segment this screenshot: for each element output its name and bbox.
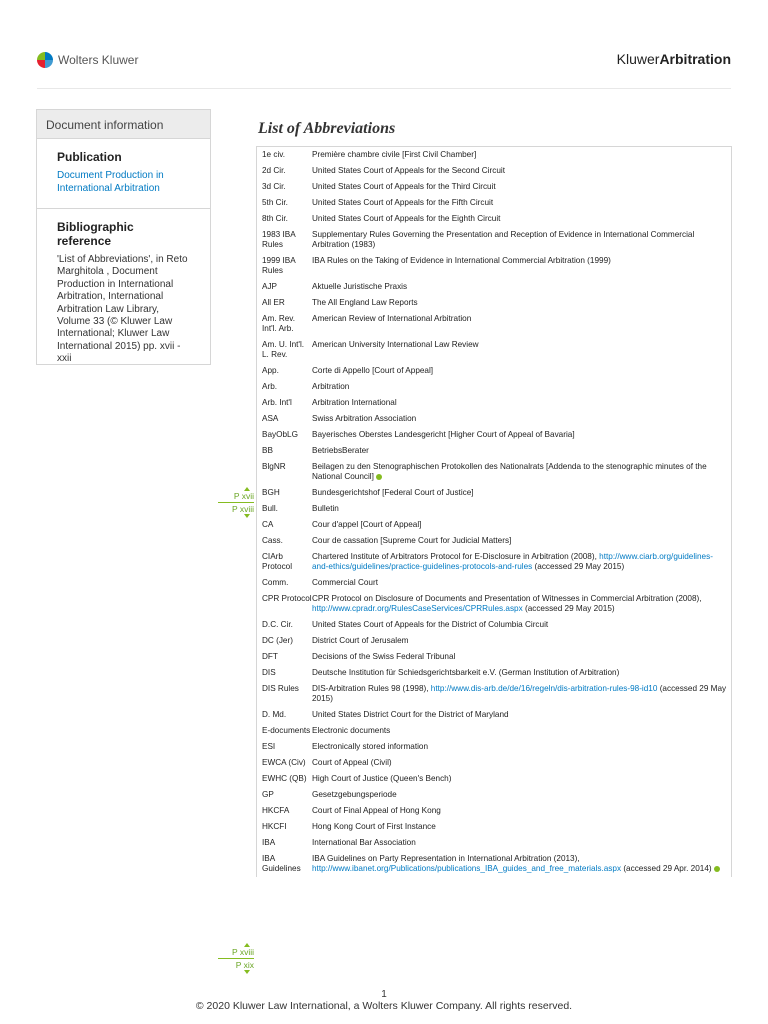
abbreviation-term: Arb. Int'l — [262, 398, 292, 407]
table-row — [257, 617, 731, 633]
page-marker-next: P xix — [235, 960, 254, 970]
document-info-title: Document information — [37, 110, 210, 139]
table-row — [257, 501, 731, 517]
abbreviation-definition — [312, 758, 727, 768]
table-row — [257, 179, 731, 195]
header-divider — [37, 88, 731, 89]
definition-note: (accessed 29 May 2015) — [532, 562, 625, 571]
definition-text: United States Court of Appeals for the Third Circuit — [312, 182, 496, 191]
abbreviation-definition — [312, 182, 727, 192]
definition-text: Corte di Appello [Court of Appeal] — [312, 366, 434, 375]
table-row — [257, 787, 731, 803]
abbreviation-definition — [312, 282, 727, 292]
product-name-bold: Arbitration — [659, 51, 731, 67]
document-info-panel — [36, 109, 211, 365]
abbreviation-definition — [312, 150, 727, 160]
abbreviation-term: 1999 IBA Rules — [262, 256, 296, 275]
table-row — [257, 459, 731, 485]
abbreviation-definition — [312, 742, 727, 752]
page-marker-line — [218, 502, 254, 503]
table-row — [257, 485, 731, 501]
definition-text: Commercial Court — [312, 578, 378, 587]
publication-section — [37, 139, 210, 195]
table-row — [257, 517, 731, 533]
definition-text: International Bar Association — [312, 838, 416, 847]
abbreviation-definition — [312, 684, 727, 704]
abbreviation-definition — [312, 652, 727, 662]
definition-text: Electronic documents — [312, 726, 391, 735]
abbreviation-term: BayObLG — [262, 430, 298, 439]
table-row — [257, 211, 731, 227]
definition-text: Bulletin — [312, 504, 339, 513]
table-row — [257, 147, 731, 163]
abbreviation-definition — [312, 314, 727, 334]
page-break-dot-icon — [376, 474, 382, 480]
definition-text: Chartered Institute of Arbitrators Protocol for E-Disclosure in Arbitration (2008), — [312, 552, 597, 561]
definition-text: Bayerisches Oberstes Landesgericht [Higher Court of Appeal of Bavaria] — [312, 430, 575, 439]
table-row — [257, 279, 731, 295]
abbreviation-definition — [312, 620, 727, 630]
table-row — [257, 379, 731, 395]
abbreviation-definition — [312, 340, 727, 360]
definition-text: Première chambre civile [First Civil Chamber] — [312, 150, 477, 159]
abbreviation-term: 5th Cir. — [262, 198, 288, 207]
page-marker-down-icon — [244, 514, 250, 518]
definition-text: Gesetzgebungsperiode — [312, 790, 397, 799]
page-marker-down-icon — [244, 970, 250, 974]
table-row — [257, 163, 731, 179]
abbreviation-term: App. — [262, 366, 279, 375]
abbreviations-table — [256, 146, 732, 877]
definition-link[interactable]: http://www.ibanet.org/Publications/publications_IBA_guides_and_free_materials.aspx — [312, 864, 622, 873]
brand-name: Wolters Kluwer — [58, 53, 139, 67]
table-row — [257, 707, 731, 723]
abbreviation-term: DC (Jer) — [262, 636, 293, 645]
abbreviation-term: E-documents — [262, 726, 311, 735]
abbreviation-term: Comm. — [262, 578, 289, 587]
product-name[interactable] — [617, 51, 731, 67]
abbreviation-term: All ER — [262, 298, 285, 307]
definition-text: Supplementary Rules Governing the Presentation and Reception of Evidence in International Commercial Arbitration (1983) — [312, 230, 695, 249]
definition-note: (accessed 29 Apr. 2014) — [621, 864, 712, 873]
definition-text: Arbitration — [312, 382, 350, 391]
abbreviation-term: D. Md. — [262, 710, 287, 719]
abbreviation-definition — [312, 382, 727, 392]
definition-text: American Review of International Arbitration — [312, 314, 472, 323]
definition-text: United States Court of Appeals for the Second Circuit — [312, 166, 505, 175]
table-row — [257, 835, 731, 851]
definition-note: (accessed 29 May 2015) — [312, 684, 727, 703]
page-marker — [218, 487, 254, 518]
abbreviation-definition — [312, 462, 727, 482]
table-row — [257, 363, 731, 379]
abbreviation-term: ASA — [262, 414, 279, 423]
abbreviation-definition — [312, 166, 727, 176]
abbreviation-definition — [312, 594, 727, 614]
table-row — [257, 591, 731, 617]
abbreviation-definition — [312, 806, 727, 816]
table-row — [257, 851, 731, 877]
table-row — [257, 227, 731, 253]
abbreviation-definition — [312, 414, 727, 424]
abbreviation-definition — [312, 790, 727, 800]
definition-text: Electronically stored information — [312, 742, 429, 751]
table-row — [257, 681, 731, 707]
abbreviation-term: DFT — [262, 652, 278, 661]
table-row — [257, 739, 731, 755]
table-row — [257, 723, 731, 739]
abbreviation-term: Bull. — [262, 504, 278, 513]
definition-text: High Court of Justice (Queen's Bench) — [312, 774, 452, 783]
abbreviation-definition — [312, 774, 727, 784]
abbreviation-term: 8th Cir. — [262, 214, 288, 223]
abbreviation-definition — [312, 552, 727, 572]
definition-text: Arbitration International — [312, 398, 397, 407]
abbreviation-term: IBA — [262, 838, 276, 847]
abbreviation-term: BGH — [262, 488, 280, 497]
table-row — [257, 395, 731, 411]
table-row — [257, 253, 731, 279]
abbreviation-definition — [312, 838, 727, 848]
abbreviation-term: Am. U. Int'l. L. Rev. — [262, 340, 305, 359]
definition-text: United States District Court for the District of Maryland — [312, 710, 509, 719]
table-row — [257, 633, 731, 649]
abbreviation-term: D.C. Cir. — [262, 620, 293, 629]
abbreviation-term: BlgNR — [262, 462, 286, 471]
definition-link[interactable]: http://www.ciarb.org/guidelines-and-ethics/guidelines/practice-guidelines-protocols-and-rules — [312, 552, 713, 571]
table-row — [257, 819, 731, 835]
page-marker-next: P xviii — [231, 504, 254, 514]
abbreviation-definition — [312, 636, 727, 646]
definition-text: Deutsche Institution für Schiedsgerichtsbarkeit e.V. (German Institution of Arbitration) — [312, 668, 620, 677]
abbreviation-definition — [312, 504, 727, 514]
definition-text: Court of Final Appeal of Hong Kong — [312, 806, 441, 815]
definition-text: United States Court of Appeals for the Eighth Circuit — [312, 214, 501, 223]
abbreviation-definition — [312, 256, 727, 276]
definition-text: Beilagen zu den Stenographischen Protokollen des Nationalrats [Addenda to the stenographic minutes of the National Council] — [312, 462, 707, 481]
abbreviation-definition — [312, 822, 727, 832]
abbreviation-term: Am. Rev. Int'l. Arb. — [262, 314, 296, 333]
abbreviation-term: ESI — [262, 742, 276, 751]
abbreviation-term: BB — [262, 446, 273, 455]
page-marker — [218, 943, 254, 974]
abbreviation-term: 3d Cir. — [262, 182, 286, 191]
definition-text: Swiss Arbitration Association — [312, 414, 417, 423]
definition-text: DIS-Arbitration Rules 98 (1998), — [312, 684, 429, 693]
definition-text: Bundesgerichtshof [Federal Court of Justice] — [312, 488, 474, 497]
definition-note: (accessed 29 May 2015) — [522, 604, 615, 613]
abbreviation-definition — [312, 198, 727, 208]
abbreviation-term: Arb. — [262, 382, 278, 391]
abbreviation-term: DIS — [262, 668, 276, 677]
definition-text: Cour d'appel [Court of Appeal] — [312, 520, 422, 529]
definition-text: BetriebsBerater — [312, 446, 369, 455]
abbreviation-definition — [312, 298, 727, 308]
table-row — [257, 549, 731, 575]
table-row — [257, 195, 731, 211]
definition-link[interactable]: http://www.cpradr.org/RulesCaseServices/CPRRules.aspx — [312, 604, 523, 613]
table-row — [257, 411, 731, 427]
page-marker-prev: P xviii — [231, 947, 254, 957]
publication-link[interactable]: Document Production in International Arbitration — [57, 170, 164, 194]
abbreviation-term: CPR Protocol — [262, 594, 312, 603]
abbreviation-term: IBA Guidelines — [262, 854, 301, 873]
definition-text: United States Court of Appeals for the District of Columbia Circuit — [312, 620, 549, 629]
bibliographic-heading: Bibliographic reference — [57, 220, 134, 248]
wolters-kluwer-logo[interactable] — [37, 52, 138, 68]
abbreviation-term: AJP — [262, 282, 278, 291]
abbreviation-term: 2d Cir. — [262, 166, 286, 175]
bibliographic-reference: 'List of Abbreviations', in Reto Marghitola , Document Production in International Arbitration, International Arbitration Law Library, Volume 33 (© Kluwer Law International; Kluwer Law International 2015) pp. xvii - xxii — [57, 254, 188, 365]
abbreviation-term: 1983 IBA Rules — [262, 230, 296, 249]
page-marker-line — [218, 958, 254, 959]
abbreviation-term: HKCFI — [262, 822, 287, 831]
abbreviation-definition — [312, 668, 727, 678]
page-break-dot-icon — [714, 866, 720, 872]
table-row — [257, 575, 731, 591]
table-row — [257, 803, 731, 819]
definition-text: Hong Kong Court of First Instance — [312, 822, 436, 831]
definition-text: District Court of Jerusalem — [312, 636, 409, 645]
definition-text: Decisions of the Swiss Federal Tribunal — [312, 652, 456, 661]
definition-text: United States Court of Appeals for the Fifth Circuit — [312, 198, 494, 207]
abbreviation-term: 1e civ. — [262, 150, 286, 159]
table-row — [257, 649, 731, 665]
abbreviation-term: CIArb Protocol — [262, 552, 293, 571]
definition-text: Aktuelle Juristische Praxis — [312, 282, 408, 291]
wolters-kluwer-logo-icon — [37, 52, 53, 68]
table-row — [257, 443, 731, 459]
abbreviation-term: DIS Rules — [262, 684, 299, 693]
abbreviation-definition — [312, 854, 727, 874]
abbreviation-definition — [312, 430, 727, 440]
abbreviation-term: CA — [262, 520, 274, 529]
product-name-light: Kluwer — [616, 51, 660, 67]
abbreviation-definition — [312, 230, 727, 250]
bibliographic-section — [37, 209, 210, 366]
definition-text: American University International Law Review — [312, 340, 479, 349]
table-row — [257, 337, 731, 363]
table-row — [257, 533, 731, 549]
abbreviation-definition — [312, 520, 727, 530]
abbreviation-term: Cass. — [262, 536, 283, 545]
publication-heading: Publication — [57, 150, 122, 164]
abbreviation-term: EWHC (QB) — [262, 774, 307, 783]
abbreviation-definition — [312, 366, 727, 376]
abbreviation-term: EWCA (Civ) — [262, 758, 306, 767]
table-row — [257, 311, 731, 337]
abbreviation-definition — [312, 488, 727, 498]
abbreviation-definition — [312, 536, 727, 546]
page-number: 1 — [381, 989, 387, 1000]
table-row — [257, 755, 731, 771]
table-row — [257, 665, 731, 681]
definition-link[interactable]: http://www.dis-arb.de/de/16/regeln/dis-arbitration-rules-98-id10 — [430, 684, 658, 693]
abbreviation-definition — [312, 710, 727, 720]
definition-text: IBA Rules on the Taking of Evidence in International Commercial Arbitration (1999) — [312, 256, 611, 265]
definition-text: IBA Guidelines on Party Representation in International Arbitration (2013), — [312, 854, 580, 863]
table-row — [257, 427, 731, 443]
page-marker-prev: P xvii — [233, 491, 254, 501]
abbreviation-definition — [312, 726, 727, 736]
abbreviation-term: GP — [262, 790, 274, 799]
abbreviation-definition — [312, 446, 727, 456]
abbreviation-definition — [312, 214, 727, 224]
abbreviation-term: HKCFA — [262, 806, 290, 815]
definition-text: CPR Protocol on Disclosure of Documents and Presentation of Witnesses in Commercial Arbitration (2008), — [312, 594, 702, 603]
document-title: List of Abbreviations — [258, 120, 396, 137]
table-row — [257, 295, 731, 311]
definition-text: Cour de cassation [Supreme Court for Judicial Matters] — [312, 536, 512, 545]
abbreviation-definition — [312, 398, 727, 408]
definition-text: Court of Appeal (Civil) — [312, 758, 392, 767]
table-row — [257, 771, 731, 787]
definition-text: The All England Law Reports — [312, 298, 418, 307]
copyright-notice: © 2020 Kluwer Law International, a Wolters Kluwer Company. All rights reserved. — [195, 1000, 573, 1012]
abbreviation-definition — [312, 578, 727, 588]
